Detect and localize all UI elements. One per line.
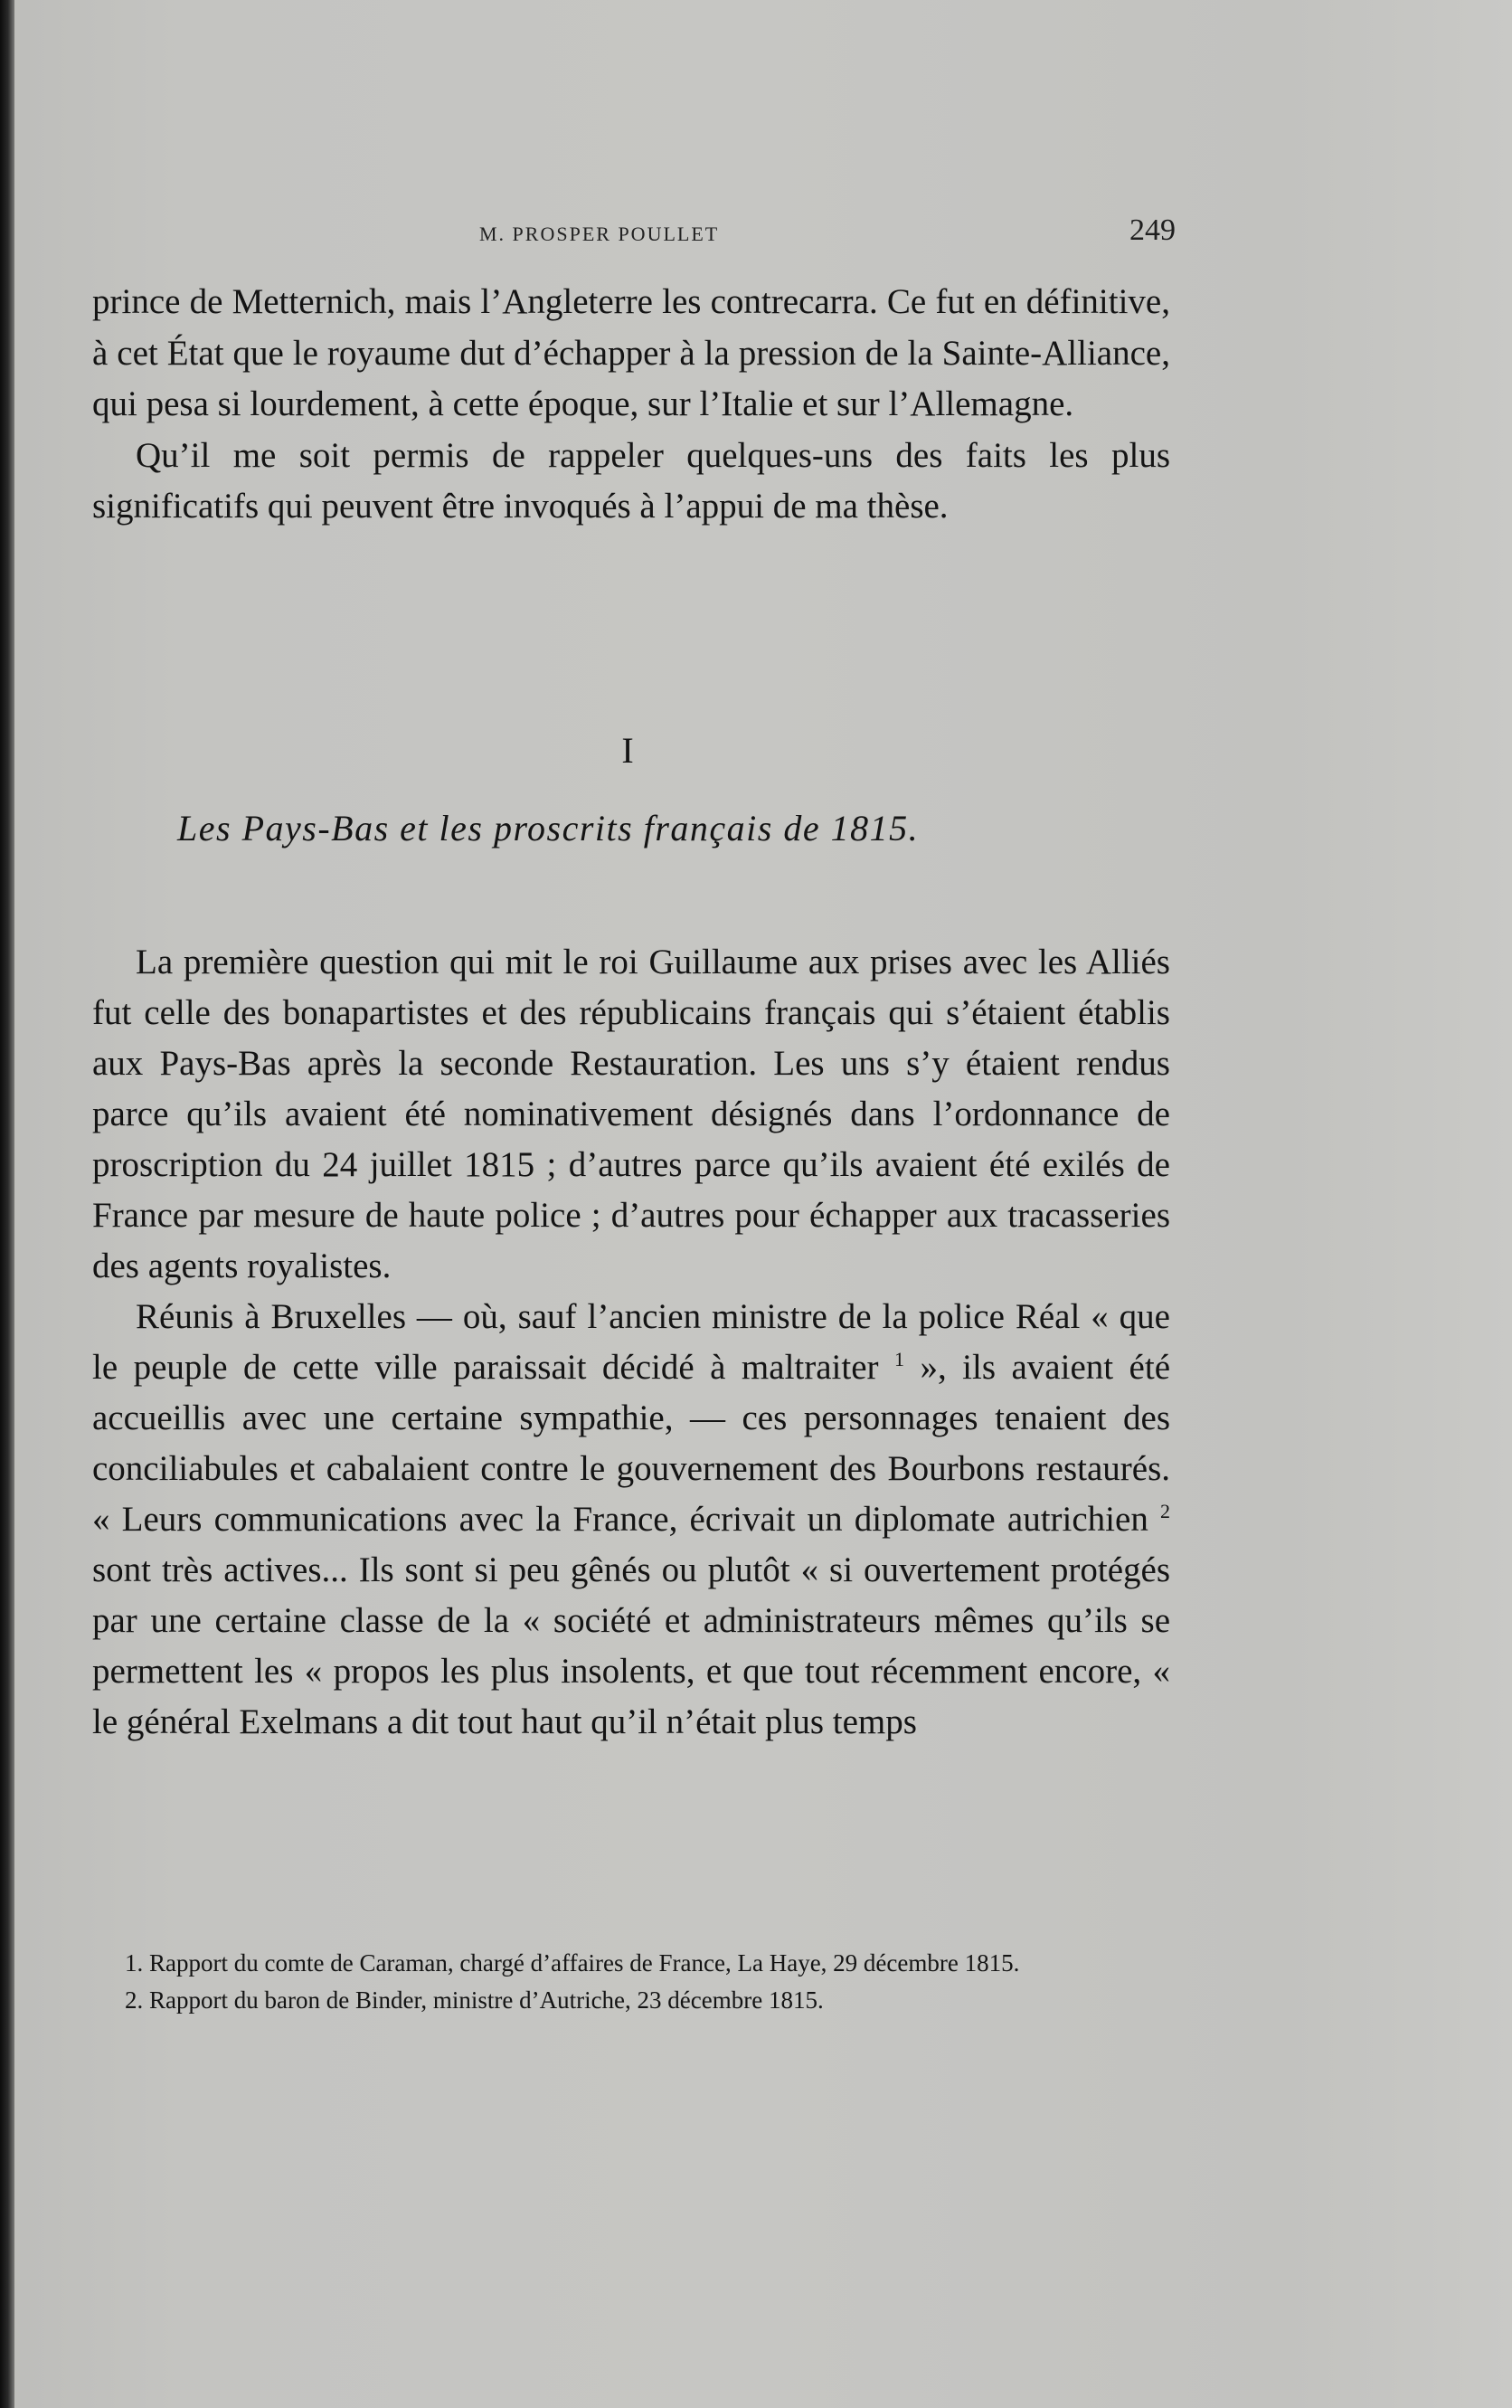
- footnote: 2. Rapport du baron de Binder, ministre d’Autriche, 23 décembre 1815.: [125, 1986, 824, 2014]
- body-paragraph: La première question qui mit le roi Guillaume aux prises avec les Alliés fut celle des bonapartistes et des républicains français qui s’étaient établis aux Pays-Bas après la seconde Restauration. Les uns s’y étaient rendus parce qu’ils avaient été nominativement désignés dans l’ordonnance de proscription du 24 juillet 1815 ; d’autres parce qu’ils avaient été exilés de France par mesure de haute police ; d’autres pour échapper aux tracasseries des agents royalistes.: [92, 943, 1170, 1285]
- book-spine-shadow: [0, 0, 14, 2408]
- page-number: 249: [1129, 213, 1176, 247]
- body-text: », ils avaient été accueillis avec une certaine sympathie, — ces personnages tenaient des conciliabules et cabalaient contre le gouvernement des Bourbons restaurés. « Leurs communications avec la France, écrivait un diplomate autrichien: [92, 1348, 1171, 1539]
- body-text: Réunis à Bruxelles — où, sauf l’ancien ministre de la police Réal « que le peuple de cette ville paraissait décidé à maltraiter: [92, 1297, 1170, 1387]
- intro-text: [92, 277, 1170, 533]
- section-title: Les Pays-Bas et les proscrits français de 1815.: [177, 808, 920, 848]
- section-numeral: I: [621, 730, 634, 771]
- body-paragraph: [92, 1292, 1170, 1748]
- running-head: [90, 213, 1176, 259]
- body-text: sont très actives... Ils sont si peu gênés ou plutôt « si ouvertement protégés par une certaine classe de la « société et administrateurs mêmes qu’ils se permettent les « propos les plus insolents, et que tout récemment encore, « le général Exelmans a dit tout haut qu’il n’était plus temps: [92, 1550, 1170, 1741]
- footnote-ref: 1: [893, 1348, 904, 1370]
- footnotes: [92, 1945, 1170, 2019]
- running-title: M. PROSPER POULLET: [479, 223, 720, 245]
- footnote: 1. Rapport du comte de Caraman, chargé d’affaires de France, La Haye, 29 décembre 1815.: [125, 1949, 1020, 1977]
- intro-paragraph: Qu’il me soit permis de rappeler quelques-uns des faits les plus significatifs qui peuvent être invoqués à l’appui de ma thèse.: [92, 435, 1170, 526]
- footnote-ref: 2: [1160, 1500, 1171, 1522]
- intro-paragraph: prince de Metternich, mais l’Angleterre les contrecarra. Ce fut en définitive, à cet État que le royaume dut d’échapper à la pression de la Sainte-Alliance, qui pesa si lourdement, à cette époque, sur l’Italie et sur l’Allemagne.: [92, 282, 1170, 423]
- section-body: [92, 937, 1170, 1748]
